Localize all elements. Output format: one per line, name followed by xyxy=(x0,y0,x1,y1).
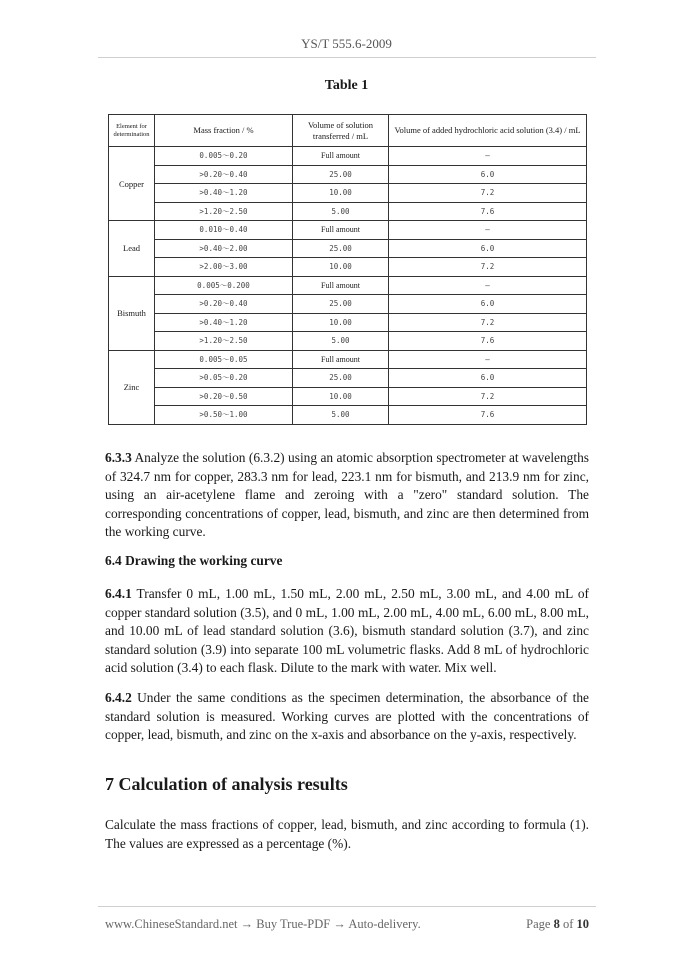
hcl-cell: — xyxy=(389,147,587,166)
mass-fraction-cell: >0.40～1.20 xyxy=(155,184,293,203)
volume-cell: Full amount xyxy=(293,221,389,240)
mass-fraction-cell: >0.20～0.50 xyxy=(155,387,293,406)
hcl-cell: 6.0 xyxy=(389,295,587,314)
mass-fraction-cell: >0.05～0.20 xyxy=(155,369,293,388)
element-cell: Copper xyxy=(109,147,155,221)
table-row xyxy=(109,332,587,351)
section-6-4-2 xyxy=(105,689,589,745)
footer-auto-delivery: Auto-delivery. xyxy=(348,917,421,931)
mass-fraction-cell: >2.00～3.00 xyxy=(155,258,293,277)
mass-fraction-cell: 0.010～0.40 xyxy=(155,221,293,240)
table-row xyxy=(109,350,587,369)
element-cell: Bismuth xyxy=(109,276,155,350)
section-6-4-heading xyxy=(105,552,589,571)
section-number: 6.4.2 xyxy=(105,690,132,705)
hcl-cell: 6.0 xyxy=(389,369,587,388)
volume-cell: Full amount xyxy=(293,276,389,295)
footer-site-link[interactable]: www.ChineseStandard.net xyxy=(105,917,238,931)
hcl-cell: — xyxy=(389,276,587,295)
hcl-cell: 7.2 xyxy=(389,258,587,277)
paragraph-text: Under the same conditions as the specimen determination, the absorbance of the standard solution is measured. Working curves are plotted with the concentrations of copper, lead, bismuth, and zinc on the x-axis and absorbance on the y-axis, respectively. xyxy=(105,690,589,742)
hcl-cell: 7.6 xyxy=(389,406,587,425)
mass-fraction-cell: >0.20～0.40 xyxy=(155,295,293,314)
mass-fraction-cell: 0.005～0.20 xyxy=(155,147,293,166)
hcl-cell: 7.2 xyxy=(389,387,587,406)
section-7-heading: 7 Calculation of analysis results xyxy=(105,774,348,794)
volume-cell: 25.00 xyxy=(293,295,389,314)
table-row xyxy=(109,258,587,277)
hcl-cell: 6.0 xyxy=(389,165,587,184)
hcl-cell: 7.2 xyxy=(389,313,587,332)
volume-cell: Full amount xyxy=(293,350,389,369)
table-row xyxy=(109,387,587,406)
table-row xyxy=(109,184,587,203)
page-footer xyxy=(105,917,589,932)
element-cell: Zinc xyxy=(109,350,155,424)
mass-fraction-cell: 0.005～0.200 xyxy=(155,276,293,295)
hcl-cell: 7.2 xyxy=(389,184,587,203)
mass-fraction-cell: >0.40～1.20 xyxy=(155,313,293,332)
section-number: 6.4.1 xyxy=(105,586,132,601)
volume-cell: 10.00 xyxy=(293,184,389,203)
volume-cell: 25.00 xyxy=(293,239,389,258)
header-element: Element for determination xyxy=(109,115,155,147)
paragraph-text: Transfer 0 mL, 1.00 mL, 1.50 mL, 2.00 mL, 2.50 mL, 3.00 mL, and 4.00 mL of copper standard solution (3.5), and 0 mL, 1.00 mL, 2.00 mL, 4.00 mL, 6.00 mL, 8.00 mL, and 10.00 mL of lead standard solution (3.6), bismuth standard solution (3.7), and zinc standard solution (3.9) into separate 100 mL volumetric flasks. Add 8 mL of hydrochloric acid solution (3.4) to each flask. Dilute to the mark with water. Mix well. xyxy=(105,586,589,675)
hcl-cell: 6.0 xyxy=(389,239,587,258)
table-row xyxy=(109,165,587,184)
page-label: Page xyxy=(526,917,551,931)
table-row xyxy=(109,406,587,425)
volume-cell: 10.00 xyxy=(293,258,389,277)
volume-cell: 25.00 xyxy=(293,369,389,388)
arrow-right-icon: → xyxy=(333,917,346,931)
total-pages: 10 xyxy=(576,917,589,931)
hcl-cell: — xyxy=(389,350,587,369)
mass-fraction-cell: >1.20～2.50 xyxy=(155,332,293,351)
table-header-row xyxy=(109,115,587,147)
section-number: 6.3.3 xyxy=(105,450,132,465)
mass-fraction-cell: 0.005～0.05 xyxy=(155,350,293,369)
volume-cell: 5.00 xyxy=(293,332,389,351)
element-cell: Lead xyxy=(109,221,155,277)
header-mass-fraction: Mass fraction / % xyxy=(155,115,293,147)
header-rule xyxy=(98,57,596,58)
mass-fraction-cell: >1.20～2.50 xyxy=(155,202,293,221)
table-row xyxy=(109,239,587,258)
hcl-cell: 7.6 xyxy=(389,202,587,221)
paragraph-text: Calculate the mass fractions of copper, lead, bismuth, and zinc according to formula (1). The values are expressed as a percentage (%). xyxy=(105,817,589,851)
volume-cell: 10.00 xyxy=(293,387,389,406)
table-1 xyxy=(108,114,587,425)
mass-fraction-cell: >0.20～0.40 xyxy=(155,165,293,184)
table-row xyxy=(109,221,587,240)
mass-fraction-cell: >0.50～1.00 xyxy=(155,406,293,425)
volume-cell: Full amount xyxy=(293,147,389,166)
header-volume-hcl: Volume of added hydrochloric acid solution (3.4) / mL xyxy=(389,115,587,147)
table-title: Table 1 xyxy=(324,78,369,93)
table-row xyxy=(109,313,587,332)
volume-cell: 5.00 xyxy=(293,406,389,425)
section-heading: 6.4 Drawing the working curve xyxy=(105,553,283,568)
hcl-cell: 7.6 xyxy=(389,332,587,351)
volume-cell: 5.00 xyxy=(293,202,389,221)
page-indicator xyxy=(526,917,589,932)
doc-header-code: YS/T 555.6-2009 xyxy=(301,36,392,51)
volume-cell: 25.00 xyxy=(293,165,389,184)
table-row xyxy=(109,369,587,388)
table-row xyxy=(109,295,587,314)
hcl-cell: — xyxy=(389,221,587,240)
section-6-4-1 xyxy=(105,585,589,678)
page-number: 8 xyxy=(553,917,560,931)
table-row xyxy=(109,147,587,166)
mass-fraction-cell: >0.40～2.00 xyxy=(155,239,293,258)
table-row xyxy=(109,276,587,295)
paragraph-text: Analyze the solution (6.3.2) using an atomic absorption spectrometer at wavelengths of 324.7 nm for copper, 283.3 nm for lead, 223.1 nm for bismuth, and 213.9 nm for zinc, using an air-acetylene flame and zeroing with a "zero" standard solution. The corresponding concentrations of copper, lead, bismuth, and zinc are then determined from the working curve. xyxy=(105,450,589,539)
table-row xyxy=(109,202,587,221)
of-label: of xyxy=(562,917,574,931)
footer-rule xyxy=(98,906,596,907)
volume-cell: 10.00 xyxy=(293,313,389,332)
arrow-right-icon: → xyxy=(240,917,254,931)
section-6-3-3 xyxy=(105,449,589,542)
footer-buy-link[interactable]: Buy True-PDF xyxy=(256,917,331,931)
section-7-text xyxy=(105,816,589,853)
header-volume-transferred: Volume of solution transferred / mL xyxy=(293,115,389,147)
